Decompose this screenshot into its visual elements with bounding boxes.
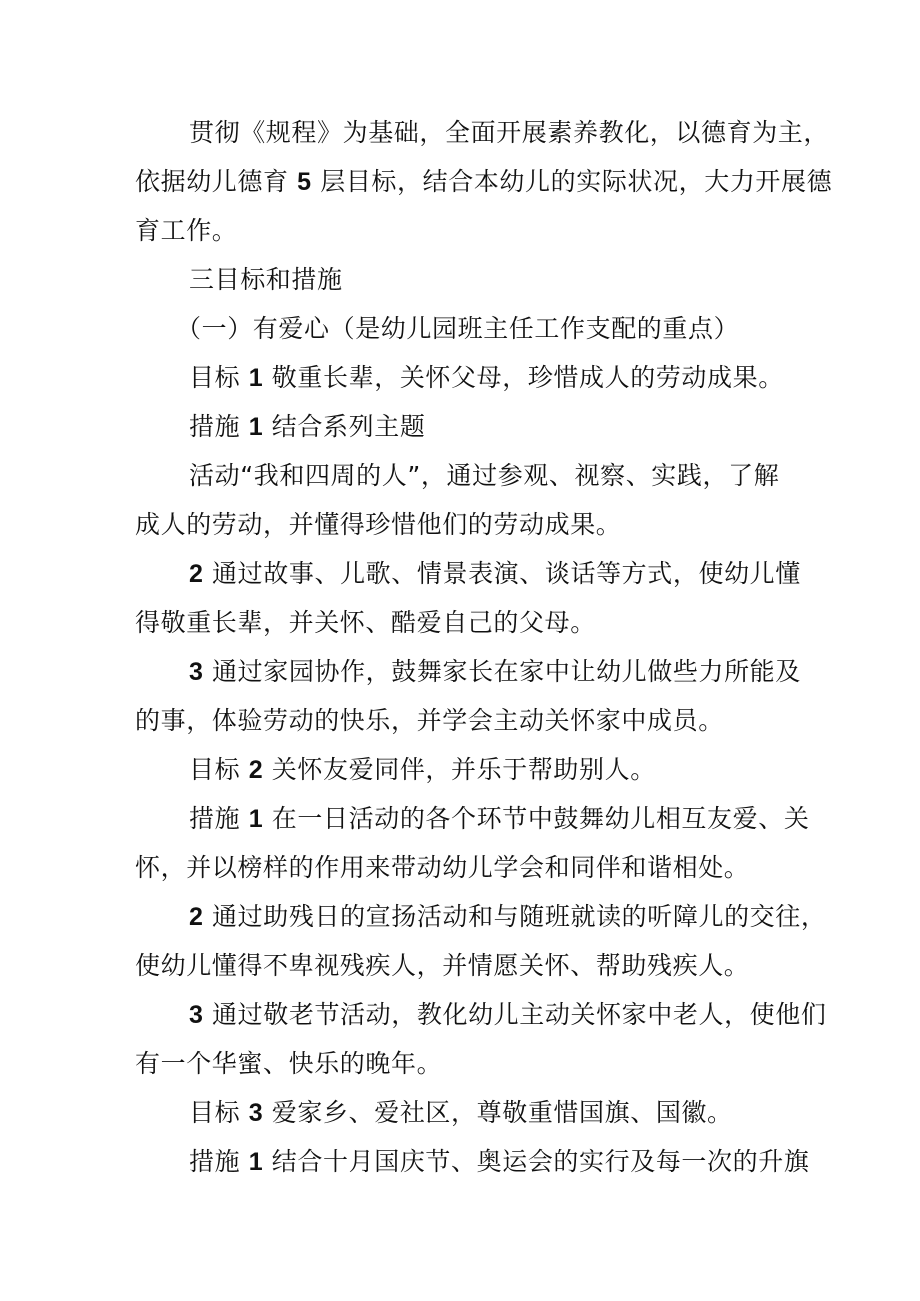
line-number: 1 bbox=[248, 364, 264, 392]
line-text: 怀，并以榜样的作用来带动幼儿学会和同伴和谐相处。 bbox=[135, 853, 750, 882]
line-text-pre: 目标 bbox=[189, 755, 249, 784]
line-text: （一）有爱心（是幼儿园班主任工作支配的重点） bbox=[176, 314, 740, 343]
line-text-post: 敬重长辈，关怀父母，珍惜成人的劳动成果。 bbox=[263, 363, 784, 392]
line-text: 的事，体验劳动的快乐，并学会主动关怀家中成员。 bbox=[135, 706, 724, 735]
line-text-post: 结合十月国庆节、奥运会的实行及每一次的升旗 bbox=[263, 1147, 810, 1176]
line-number: 2 bbox=[189, 560, 204, 588]
line-number: 3 bbox=[248, 1099, 264, 1127]
line-text-post: 通过故事、儿歌、情景表演、谈话等方式，使幼儿懂 bbox=[203, 559, 801, 588]
text-line bbox=[189, 118, 829, 148]
line-text-pre: 目标 bbox=[189, 1098, 249, 1127]
line-number: 1 bbox=[248, 413, 264, 441]
line-number: 3 bbox=[189, 658, 204, 686]
subsection-heading bbox=[176, 314, 739, 344]
line-number: 1 bbox=[248, 1148, 264, 1176]
text-line bbox=[189, 559, 801, 589]
text-line bbox=[189, 1147, 809, 1177]
line-text-post: 关怀友爱同伴，并乐于帮助别人。 bbox=[263, 755, 656, 784]
line-text: 有一个华蜜、快乐的晚年。 bbox=[135, 1049, 443, 1078]
line-text-post: 通过助残日的宣扬活动和与随班就读的听障儿的交往， bbox=[203, 902, 827, 931]
text-line bbox=[189, 902, 826, 932]
text-line bbox=[135, 706, 724, 736]
line-text: 成人的劳动，并懂得珍惜他们的劳动成果。 bbox=[135, 510, 622, 539]
line-text: 育工作。 bbox=[135, 216, 238, 245]
line-text-pre: 依据幼儿德育 bbox=[135, 167, 298, 196]
line-text: 得敬重长辈，并关怀、酷爱自己的父母。 bbox=[135, 608, 596, 637]
section-heading bbox=[189, 265, 343, 295]
line-number: 1 bbox=[248, 805, 264, 833]
line-number: 3 bbox=[189, 1001, 204, 1029]
line-text-post: 层目标，结合本幼儿的实际状况，大力开展德 bbox=[311, 167, 833, 196]
text-line bbox=[135, 853, 749, 883]
text-line bbox=[189, 363, 784, 393]
line-number: 5 bbox=[297, 168, 312, 196]
text-line bbox=[135, 608, 596, 638]
text-line bbox=[189, 657, 801, 687]
line-text: 三目标和措施 bbox=[189, 265, 343, 294]
text-line bbox=[189, 412, 425, 442]
line-text: 活动“我和四周的人”，通过参观、视察、实践，了解 bbox=[189, 461, 780, 490]
line-text-pre: 措施 bbox=[189, 804, 249, 833]
line-text-post: 结合系列主题 bbox=[263, 412, 426, 441]
text-line bbox=[135, 1049, 442, 1079]
line-text: 贯彻《规程》为基础，全面开展素养教化，以德育为主， bbox=[189, 118, 830, 147]
line-text-post: 通过家园协作，鼓舞家长在家中让幼儿做些力所能及 bbox=[203, 657, 801, 686]
text-line bbox=[135, 216, 237, 246]
line-text-pre: 措施 bbox=[189, 1147, 249, 1176]
line-text: 使幼儿懂得不卑视残疾人，并情愿关怀、帮助残疾人。 bbox=[135, 951, 750, 980]
text-line bbox=[135, 510, 621, 540]
line-text-post: 通过敬老节活动，教化幼儿主动关怀家中老人，使他们 bbox=[203, 1000, 827, 1029]
text-line bbox=[135, 167, 832, 197]
text-line bbox=[135, 951, 749, 981]
text-line bbox=[189, 1098, 733, 1128]
line-text-pre: 措施 bbox=[189, 412, 249, 441]
line-text-pre: 目标 bbox=[189, 363, 249, 392]
text-line bbox=[189, 804, 809, 834]
text-line bbox=[189, 755, 656, 785]
line-text-post: 爱家乡、爱社区，尊敬重惜国旗、国徽。 bbox=[263, 1098, 733, 1127]
text-line bbox=[189, 461, 779, 491]
line-text-post: 在一日活动的各个环节中鼓舞幼儿相互友爱、关 bbox=[263, 804, 810, 833]
line-number: 2 bbox=[189, 903, 204, 931]
line-number: 2 bbox=[248, 756, 264, 784]
text-line bbox=[189, 1000, 826, 1030]
